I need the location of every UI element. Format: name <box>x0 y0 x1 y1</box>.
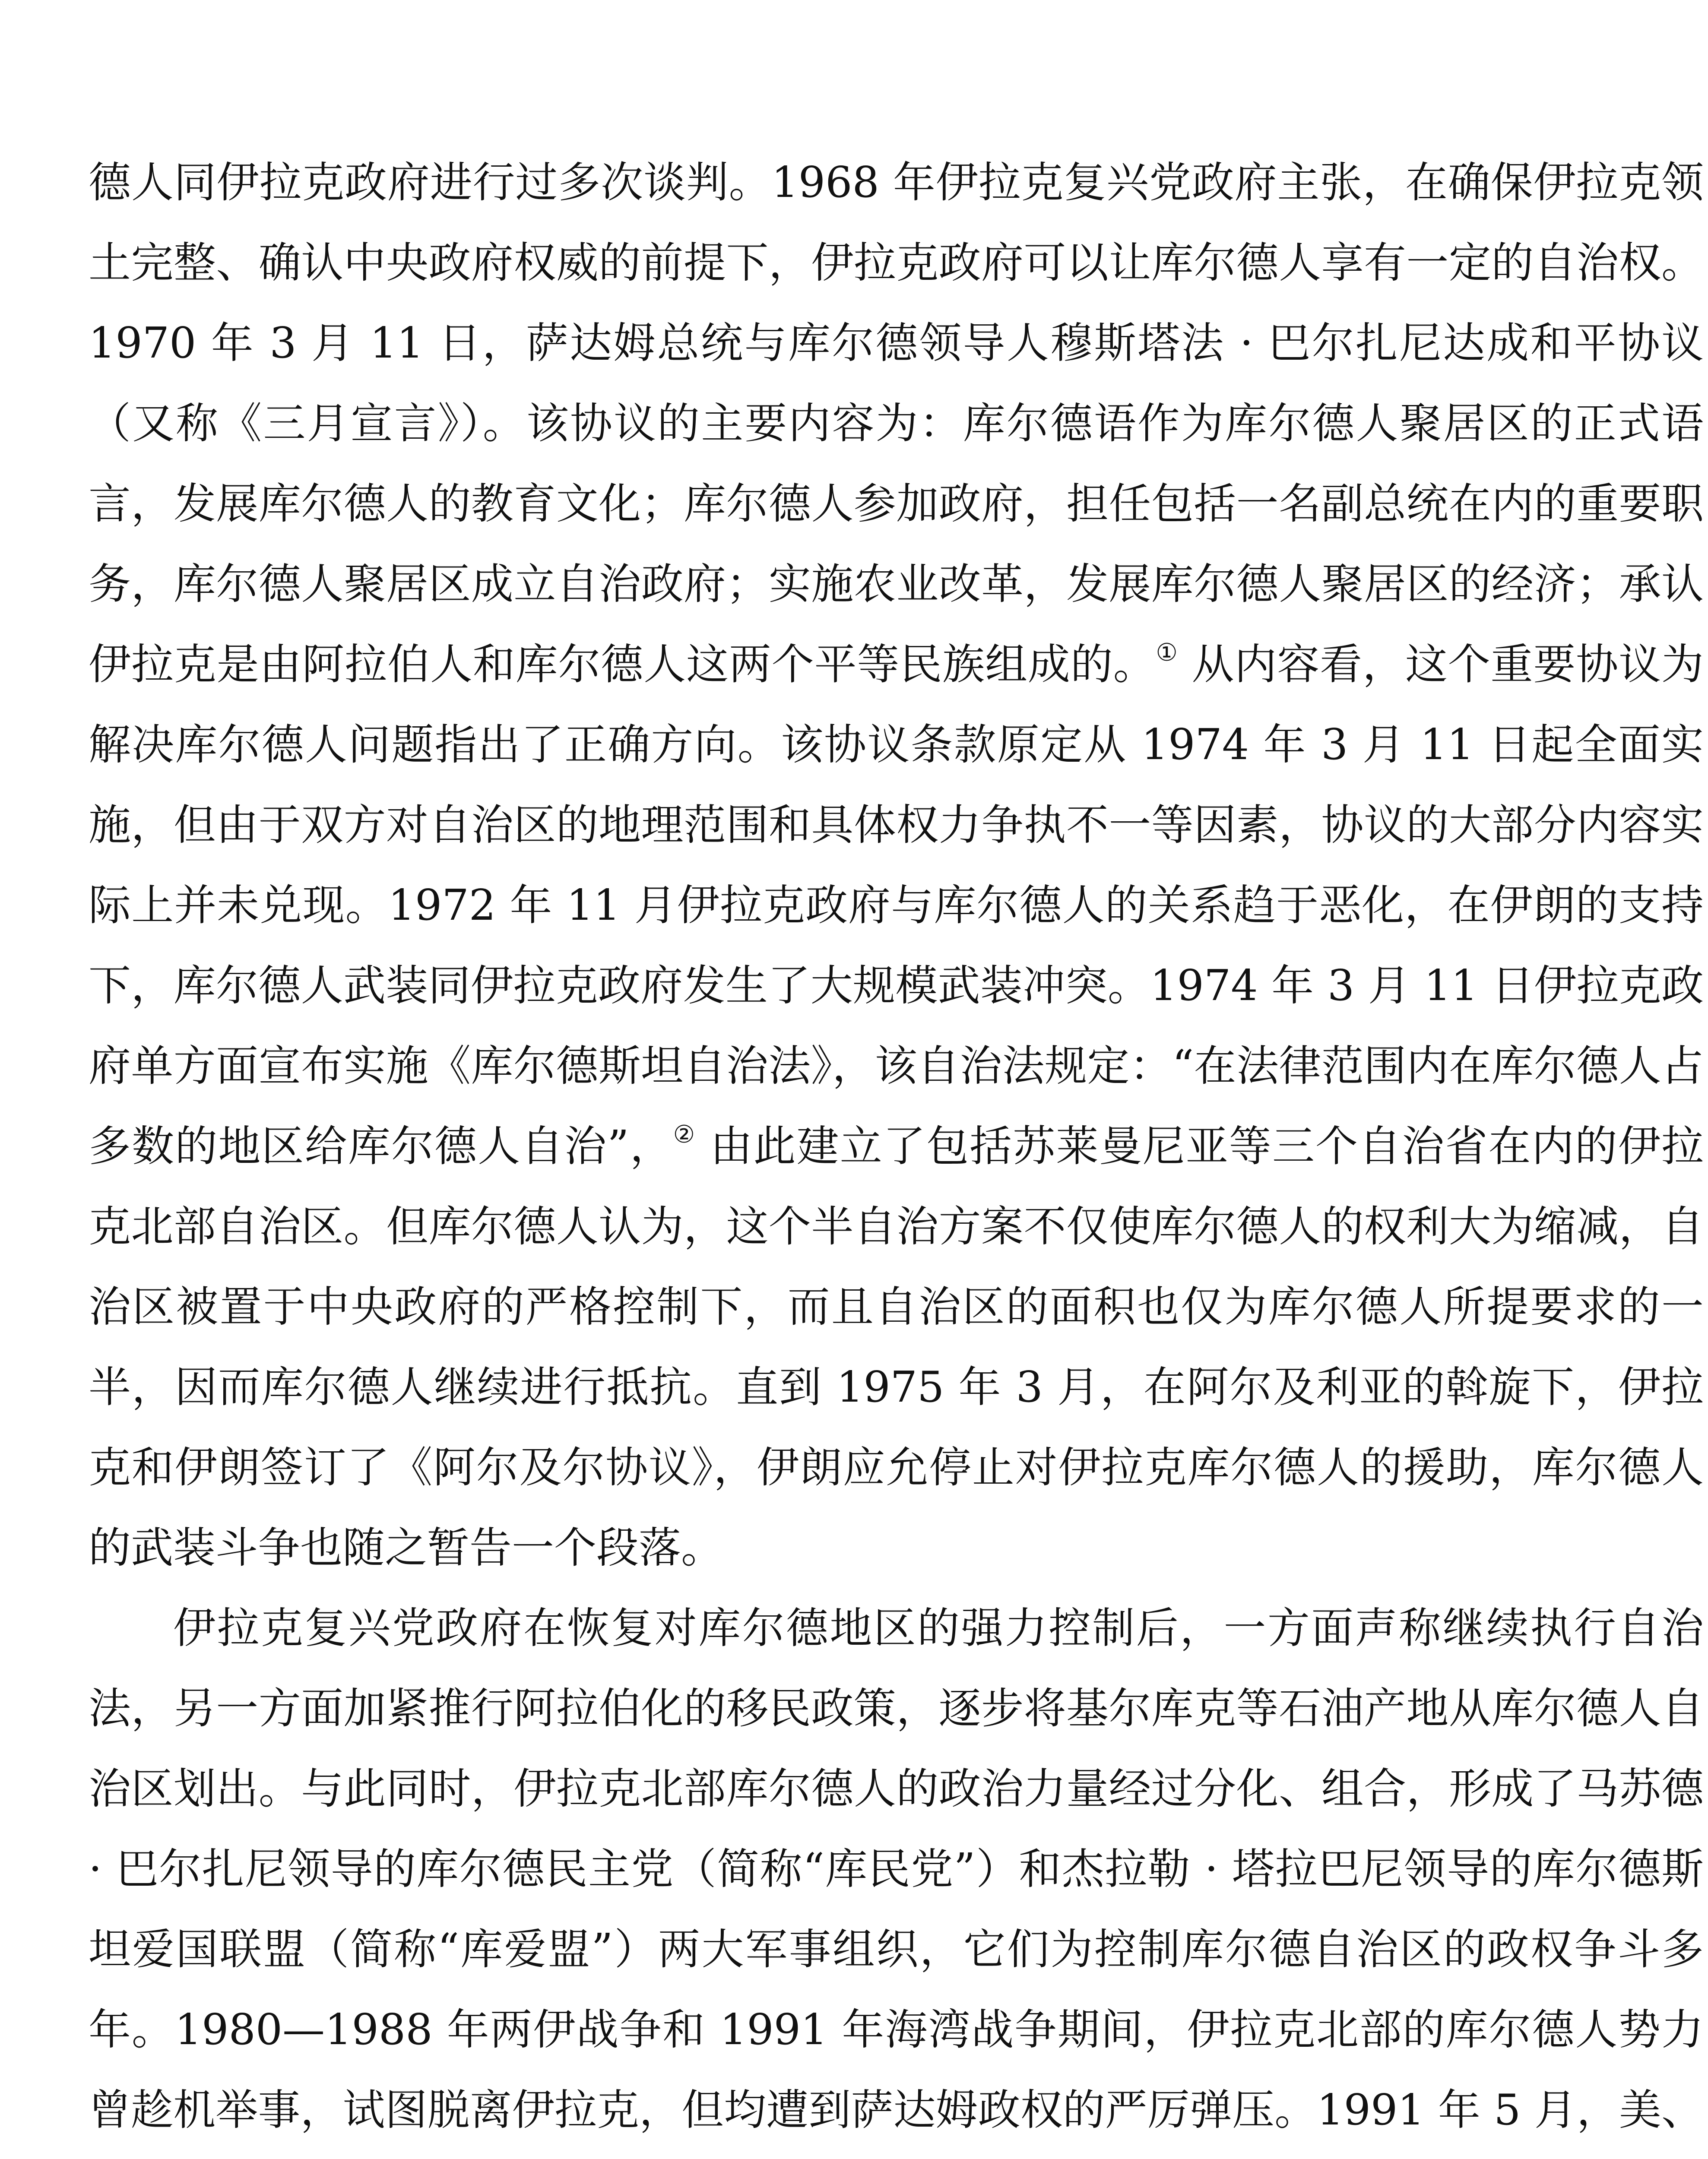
footnote-ref-1: ① <box>1156 639 1178 667</box>
footnote-ref-2: ② <box>673 1121 696 1149</box>
paragraph-1-text-b: 从内容看，这个重要协议为解决库尔德人问题指出了正确方向。该协议条款原定从 1974 年 3 月 11 日起全面实施，但由于双方对自治区的地理范围和具体权力争执不一等因素，协议的大部分内容实际上并未兑现。1972 年 11 月伊拉克政府与库尔德人的关系趋于恶化，在伊朗的支持下，库尔德人武装同伊拉克政府发生了大规模武装冲突。1974 年 3 月 11 日伊拉克政府单方面宣布实施《库尔德斯坦自治法》，该自治法规定：“在法律范围内在库尔德人占多数的地区给库尔德人自治”， <box>89 640 1704 1171</box>
main-text <box>89 142 1704 2159</box>
paragraph-1-text-c: 由此建立了包括苏莱曼尼亚等三个自治省在内的伊拉克北部自治区。但库尔德人认为，这个半自治方案不仅使库尔德人的权利大为缩减，自治区被置于中央政府的严格控制下，而且自治区的面积也仅为库尔德人所提要求的一半，因而库尔德人继续进行抵抗。直到 1975 年 3 月，在阿尔及利亚的斡旋下，伊拉克和伊朗签订了《阿尔及尔协议》，伊朗应允停止对伊拉克库尔德人的援助，库尔德人的武装斗争也随之暂告一个段落。 <box>89 1122 1704 1573</box>
paragraph-1 <box>89 142 1704 1588</box>
paragraph-2: 伊拉克复兴党政府在恢复对库尔德地区的强力控制后，一方面声称继续执行自治法，另一方面加紧推行阿拉伯化的移民政策，逐步将基尔库克等石油产地从库尔德人自治区划出。与此同时，伊拉克北部库尔德人的政治力量经过分化、组合，形成了马苏德 · 巴尔扎尼领导的库尔德民主党（简称“库民党”）和杰拉勒 · 塔拉巴尼领导的库尔德斯坦爱国联盟（简称“库爱盟”）两大军事组织，它们为控制库尔德自治区的政权争斗多年。1980—1988 年两伊战争和 1991 年海湾战争期间，伊拉克北部的库尔德人势力曾趁机举事，试图脱离伊拉克，但均遭到萨达姆政权的严厉弹压。1991 年 5 月，美、 <box>89 1604 1704 2135</box>
paragraph-1-text-a: 德人同伊拉克政府进行过多次谈判。1968 年伊拉克复兴党政府主张，在确保伊拉克领土完整、确认中央政府权威的前提下，伊拉克政府可以让库尔德人享有一定的自治权。1970 年 3 月 11 日，萨达姆总统与库尔德领导人穆斯塔法 · 巴尔扎尼达成和平协议（又称《三月宣言》）。该协议的主要内容为：库尔德语作为库尔德人聚居区的正式语言，发展库尔德人的教育文化；库尔德人参加政府，担任包括一名副总统在内的重要职务，库尔德人聚居区成立自治政府；实施农业改革，发展库尔德人聚居区的经济；承认伊拉克是由阿拉伯人和库尔德人这两个平等民族组成的。 <box>89 158 1704 689</box>
